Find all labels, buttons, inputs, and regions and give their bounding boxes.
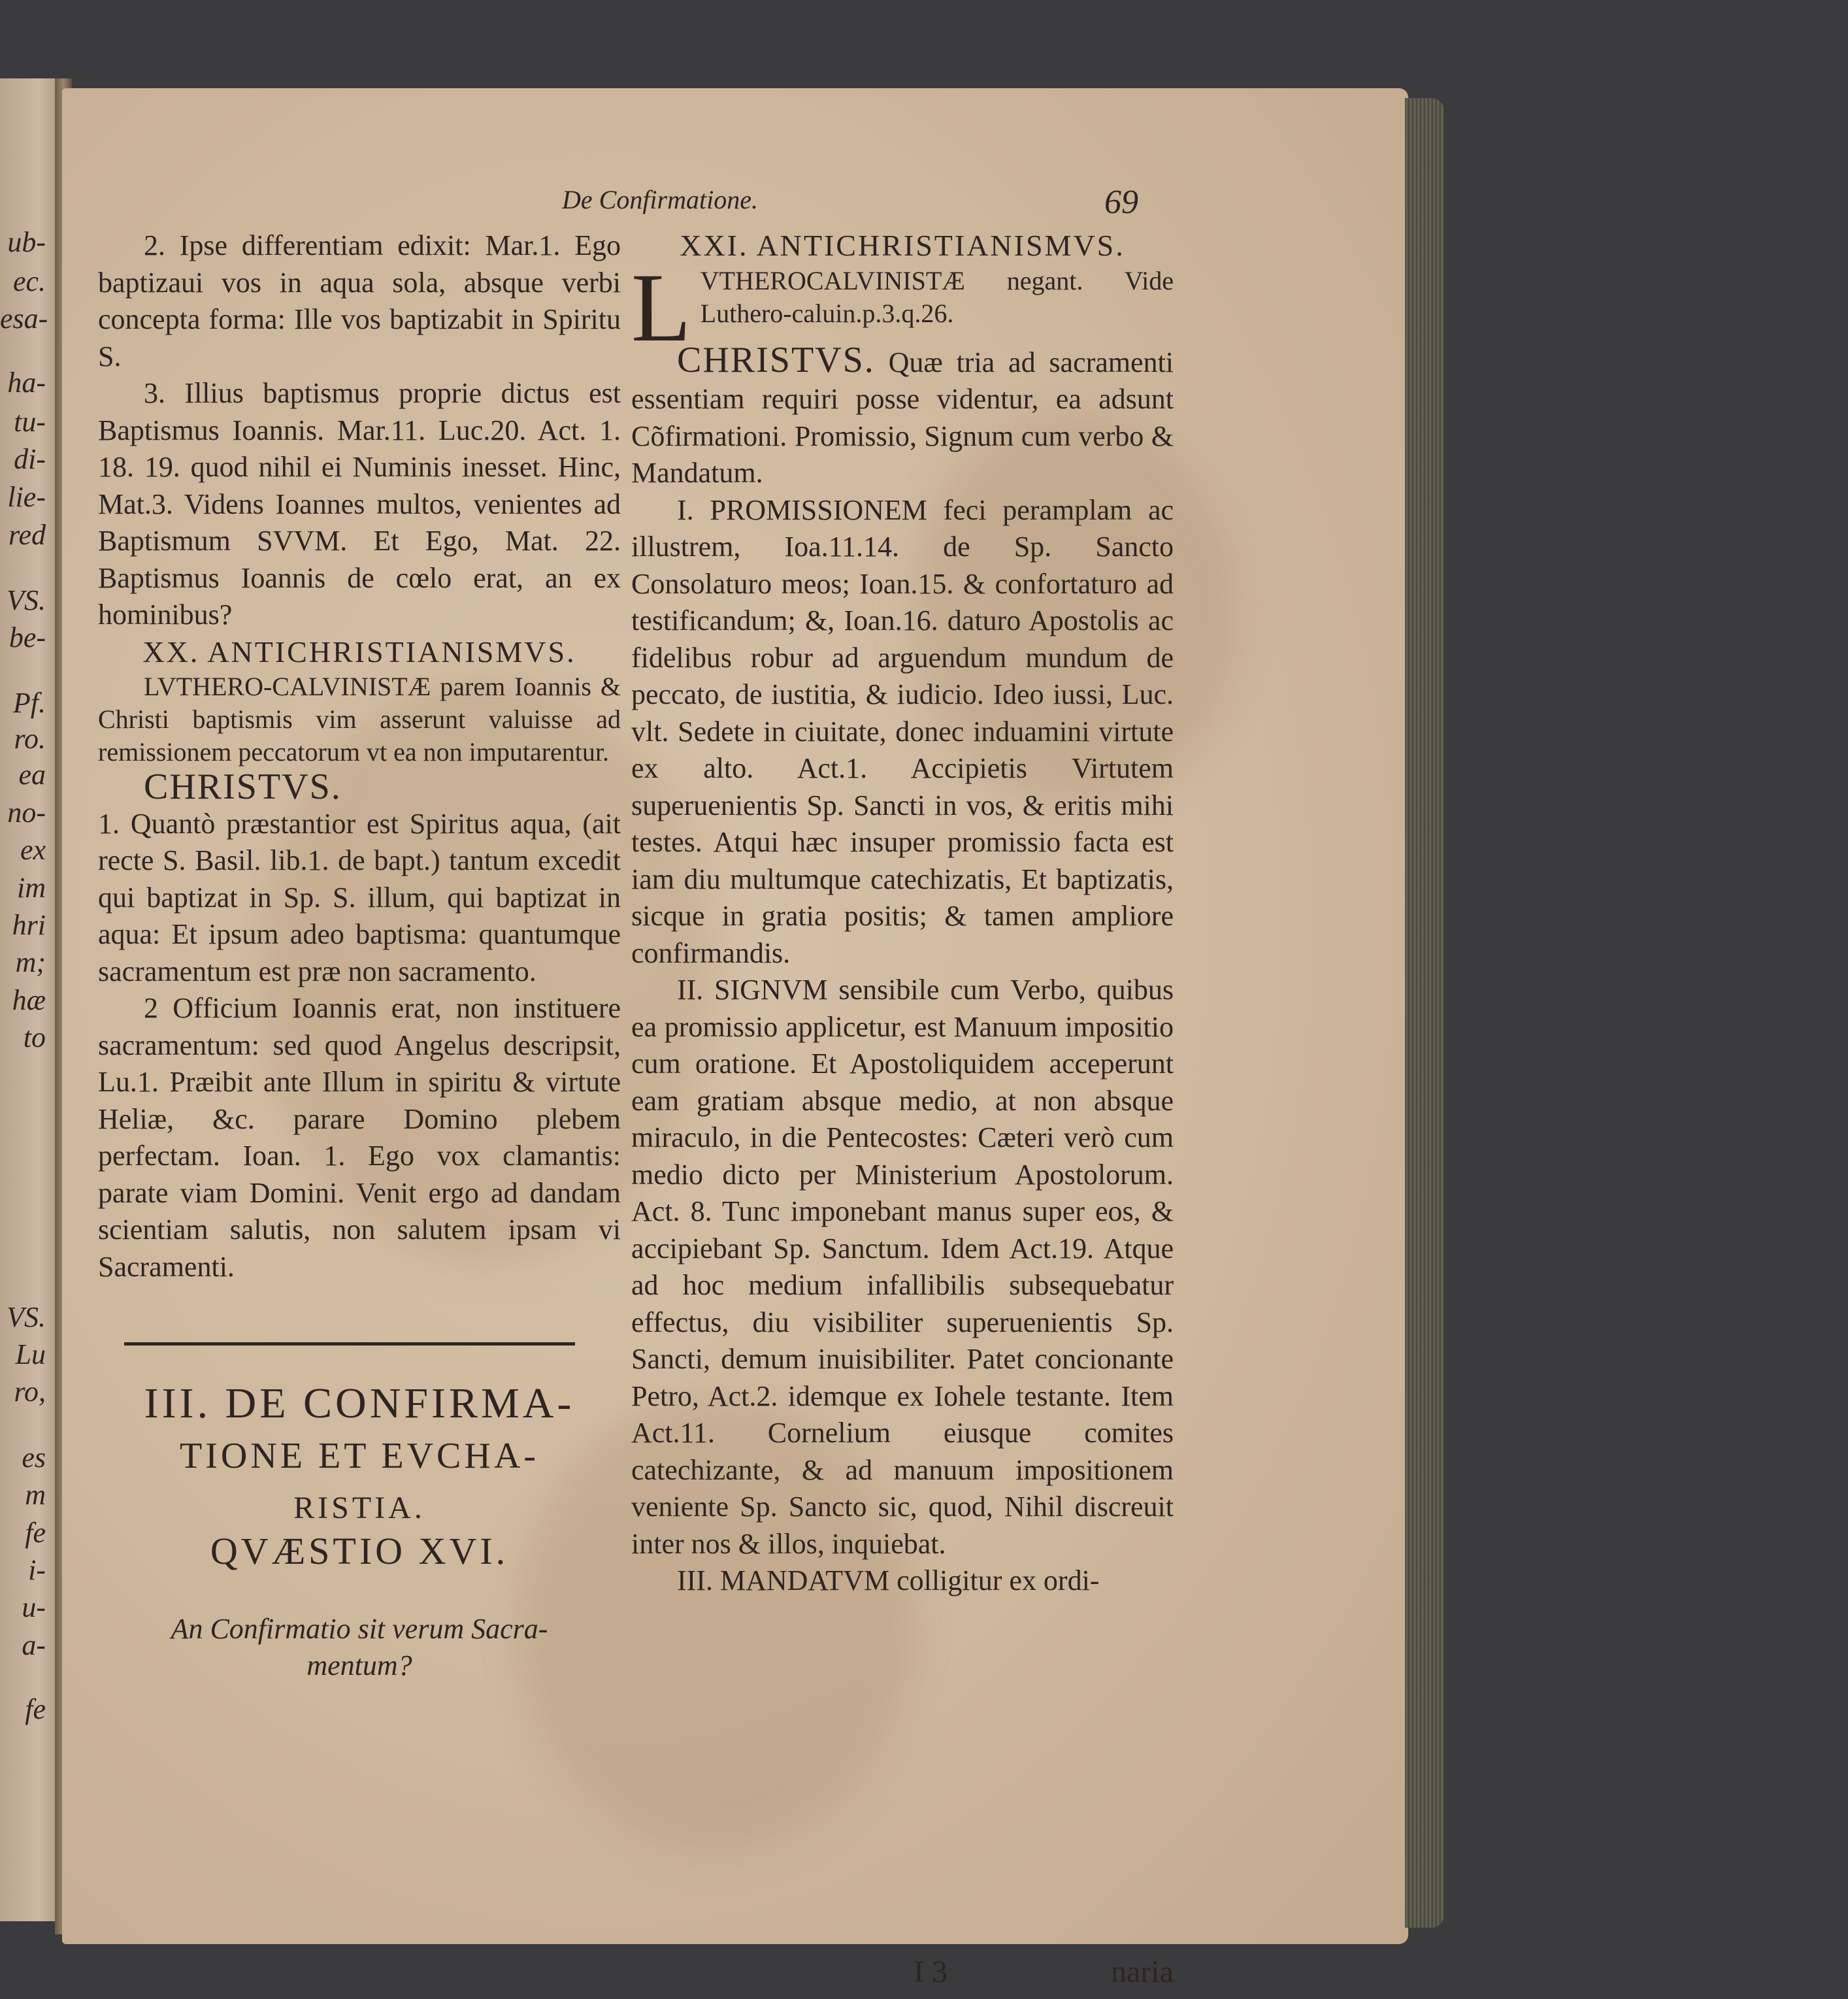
margin-fragment: tu-	[14, 406, 46, 438]
quaestio-heading: QVÆSTIO XVI.	[210, 1530, 509, 1572]
margin-fragment: ha-	[7, 367, 46, 399]
paragraph: II. SIGNVM sensibile cum Verbo, quibus ea promissio applicetur, est Manuum impositio cum oratione. Et Apostoliquidem acceperunt eam gratiam absque medio, at non absque miraculo, in die Pentecostes: Cæteri verò cum medio dicto per Ministerium Apostolorum. Act. 8. Tunc imponebant manus super eos, & accipiebant Sp. Sanctum. Idem Act.19. Atque ad hoc medium infallibilis subsequebatur effectus, diu visibiliter superuenientis Sp. Sancti, demum inuisibiliter. Patet concionante Petro, Act.2. idemque ex Iohele testante. Item Act.11. Cornelium eiusque comites catechizante, & ad manuum impositionem veniente Sp. Sancto sic, quod, Nihil discreuit inter nos & illos, inquiebat.	[631, 974, 1174, 1560]
margin-fragment: ub-	[7, 226, 46, 258]
quaestio-text	[150, 1611, 569, 1684]
page-number: 69	[1104, 184, 1138, 221]
quaestio-text-line: An Confirmatio sit verum Sacra-	[171, 1613, 548, 1645]
chapter-title-line: TIONE ET EVCHA-	[180, 1436, 539, 1476]
margin-fragment: VS.	[7, 584, 46, 616]
margin-fragment: ro.	[14, 723, 46, 755]
paragraph-text: VTHEROCALVINISTÆ negant. Vide Luthero-caluin.p.3.q.26.	[700, 265, 1174, 328]
paragraph: 2 Officium Ioannis erat, non instituere sacramentum: sed quod Angelus descripsit, Lu.1. Præibit ante Illum in spiritu & virtute Heliæ, &c. parare Domino plebem perfectam. Ioan. 1. Ego vox clamantis: parate viam Domini. Venit ergo ad dandam scientiam salutis, non salutem ipsam vi Sacramenti.	[98, 992, 621, 1283]
margin-fragment: hæ	[12, 984, 46, 1016]
section-heading: XX. ANTICHRISTIANISMVS.	[142, 635, 576, 669]
signature-mark: I 3	[914, 1955, 948, 1989]
paragraph: I. PROMISSIONEM feci peramplam ac illustrem, Ioa.11.14. de Sp. Sancto Consolaturo meos; Ioan.15. & confortaturo ad testificandum; &, Ioan.16. daturo Apostolis ac fidelibus robur ad arguendum mundum de peccato, de iustitia, & iudicio. Ideo iussi, Luc. vlt. Sedete in ciuitate, donec induamini virtute ex alto. Act.1. Accipietis Virtutem superuenientis Sp. Sancti in vos, & eritis mihi testes. Atqui hæc insuper promissio facta est iam diu multumque catechizatis, Et baptizatis, sicque in gratia positis; & tamen ampliore confirmandis.	[631, 493, 1174, 969]
margin-fragment: to	[23, 1021, 46, 1053]
margin-fragment: m	[25, 1479, 46, 1511]
margin-fragment: ea	[18, 759, 46, 791]
margin-fragment: ex	[20, 834, 46, 866]
paragraph: 2. Ipse differentiam edixit: Mar.1. Ego baptizaui vos in aqua sola, absque verbi concepta forma: Ille vos baptizabit in Spiritu S.	[98, 229, 621, 372]
margin-fragment: a-	[22, 1629, 46, 1661]
section-heading: XXI. ANTICHRISTIANISMVS.	[680, 229, 1125, 262]
christus-heading: CHRISTVS.	[144, 767, 342, 807]
margin-fragment: lie-	[7, 481, 46, 513]
page-edges	[1405, 98, 1444, 1928]
running-title: De Confirmatione.	[562, 185, 758, 214]
paragraph	[631, 339, 1174, 492]
margin-fragment: ec.	[12, 265, 46, 297]
margin-fragment: fe	[25, 1693, 46, 1725]
catchword: naria	[1111, 1955, 1174, 1989]
left-column	[98, 227, 621, 1285]
margin-fragment: m;	[15, 946, 46, 978]
margin-fragment: u-	[22, 1591, 46, 1623]
margin-fragment: Pf.	[12, 687, 46, 719]
chapter-title-line: III. DE CONFIRMA-	[144, 1379, 575, 1427]
margin-fragment: di-	[14, 443, 46, 475]
right-column	[631, 227, 1174, 1600]
paragraph-text: Quæ tria ad sacramenti essentiam requiri posse videntur, ea adsunt Cõfirmationi. Promissio, Signum cum verbo & Mandatum.	[631, 346, 1174, 489]
paragraph: III. MANDATVM colligitur ex ordi-	[677, 1564, 1100, 1596]
christus-heading: CHRISTVS.	[677, 339, 875, 380]
margin-fragment: fe	[25, 1517, 46, 1549]
section-divider	[124, 1342, 575, 1346]
paragraph: 3. Illius baptismus proprie dictus est Baptismus Ioannis. Mar.11. Luc.20. Act. 1. 18. 19. quod nihil ei Numinis inesset. Hinc, Mat.3. Videns Ioannes multos, venientes ad Baptismum SVVM. Et Ego, Mat. 22. Baptismus Ioannis de cœlo erat, an ex hominibus?	[98, 377, 621, 631]
paragraph: LVTHERO-CALVINISTÆ parem Ioannis & Christi baptismis vim asserunt valuisse ad remissionem peccatorum vt ea non imputarentur.	[98, 672, 621, 767]
chapter-title-line: RISTIA.	[293, 1491, 425, 1525]
margin-fragment: i-	[28, 1554, 46, 1586]
margin-fragment: esa-	[0, 303, 48, 335]
margin-fragment: red	[8, 519, 46, 551]
margin-fragment: no-	[7, 797, 46, 829]
margin-fragment: VS.	[7, 1301, 46, 1333]
margin-fragment: be-	[8, 621, 46, 653]
margin-fragment: hri	[12, 909, 46, 941]
margin-fragment: ro,	[14, 1376, 46, 1408]
chapter-title	[95, 1378, 624, 1534]
drop-cap: L	[631, 253, 691, 362]
margin-fragment: es	[22, 1442, 46, 1474]
quaestio-text-line: mentum?	[306, 1649, 412, 1681]
margin-fragment: im	[17, 872, 46, 904]
paragraph: 1. Quantò præstantior est Spiritus aqua, (ait recte S. Basil. lib.1. de bapt.) tantum excedit qui baptizat in Sp. S. illum, qui baptizat in aqua: Et ipsum adeo baptisma: quantumque sacramentum est præ non sacramento.	[98, 807, 621, 987]
margin-fragment: Lu	[15, 1338, 46, 1370]
